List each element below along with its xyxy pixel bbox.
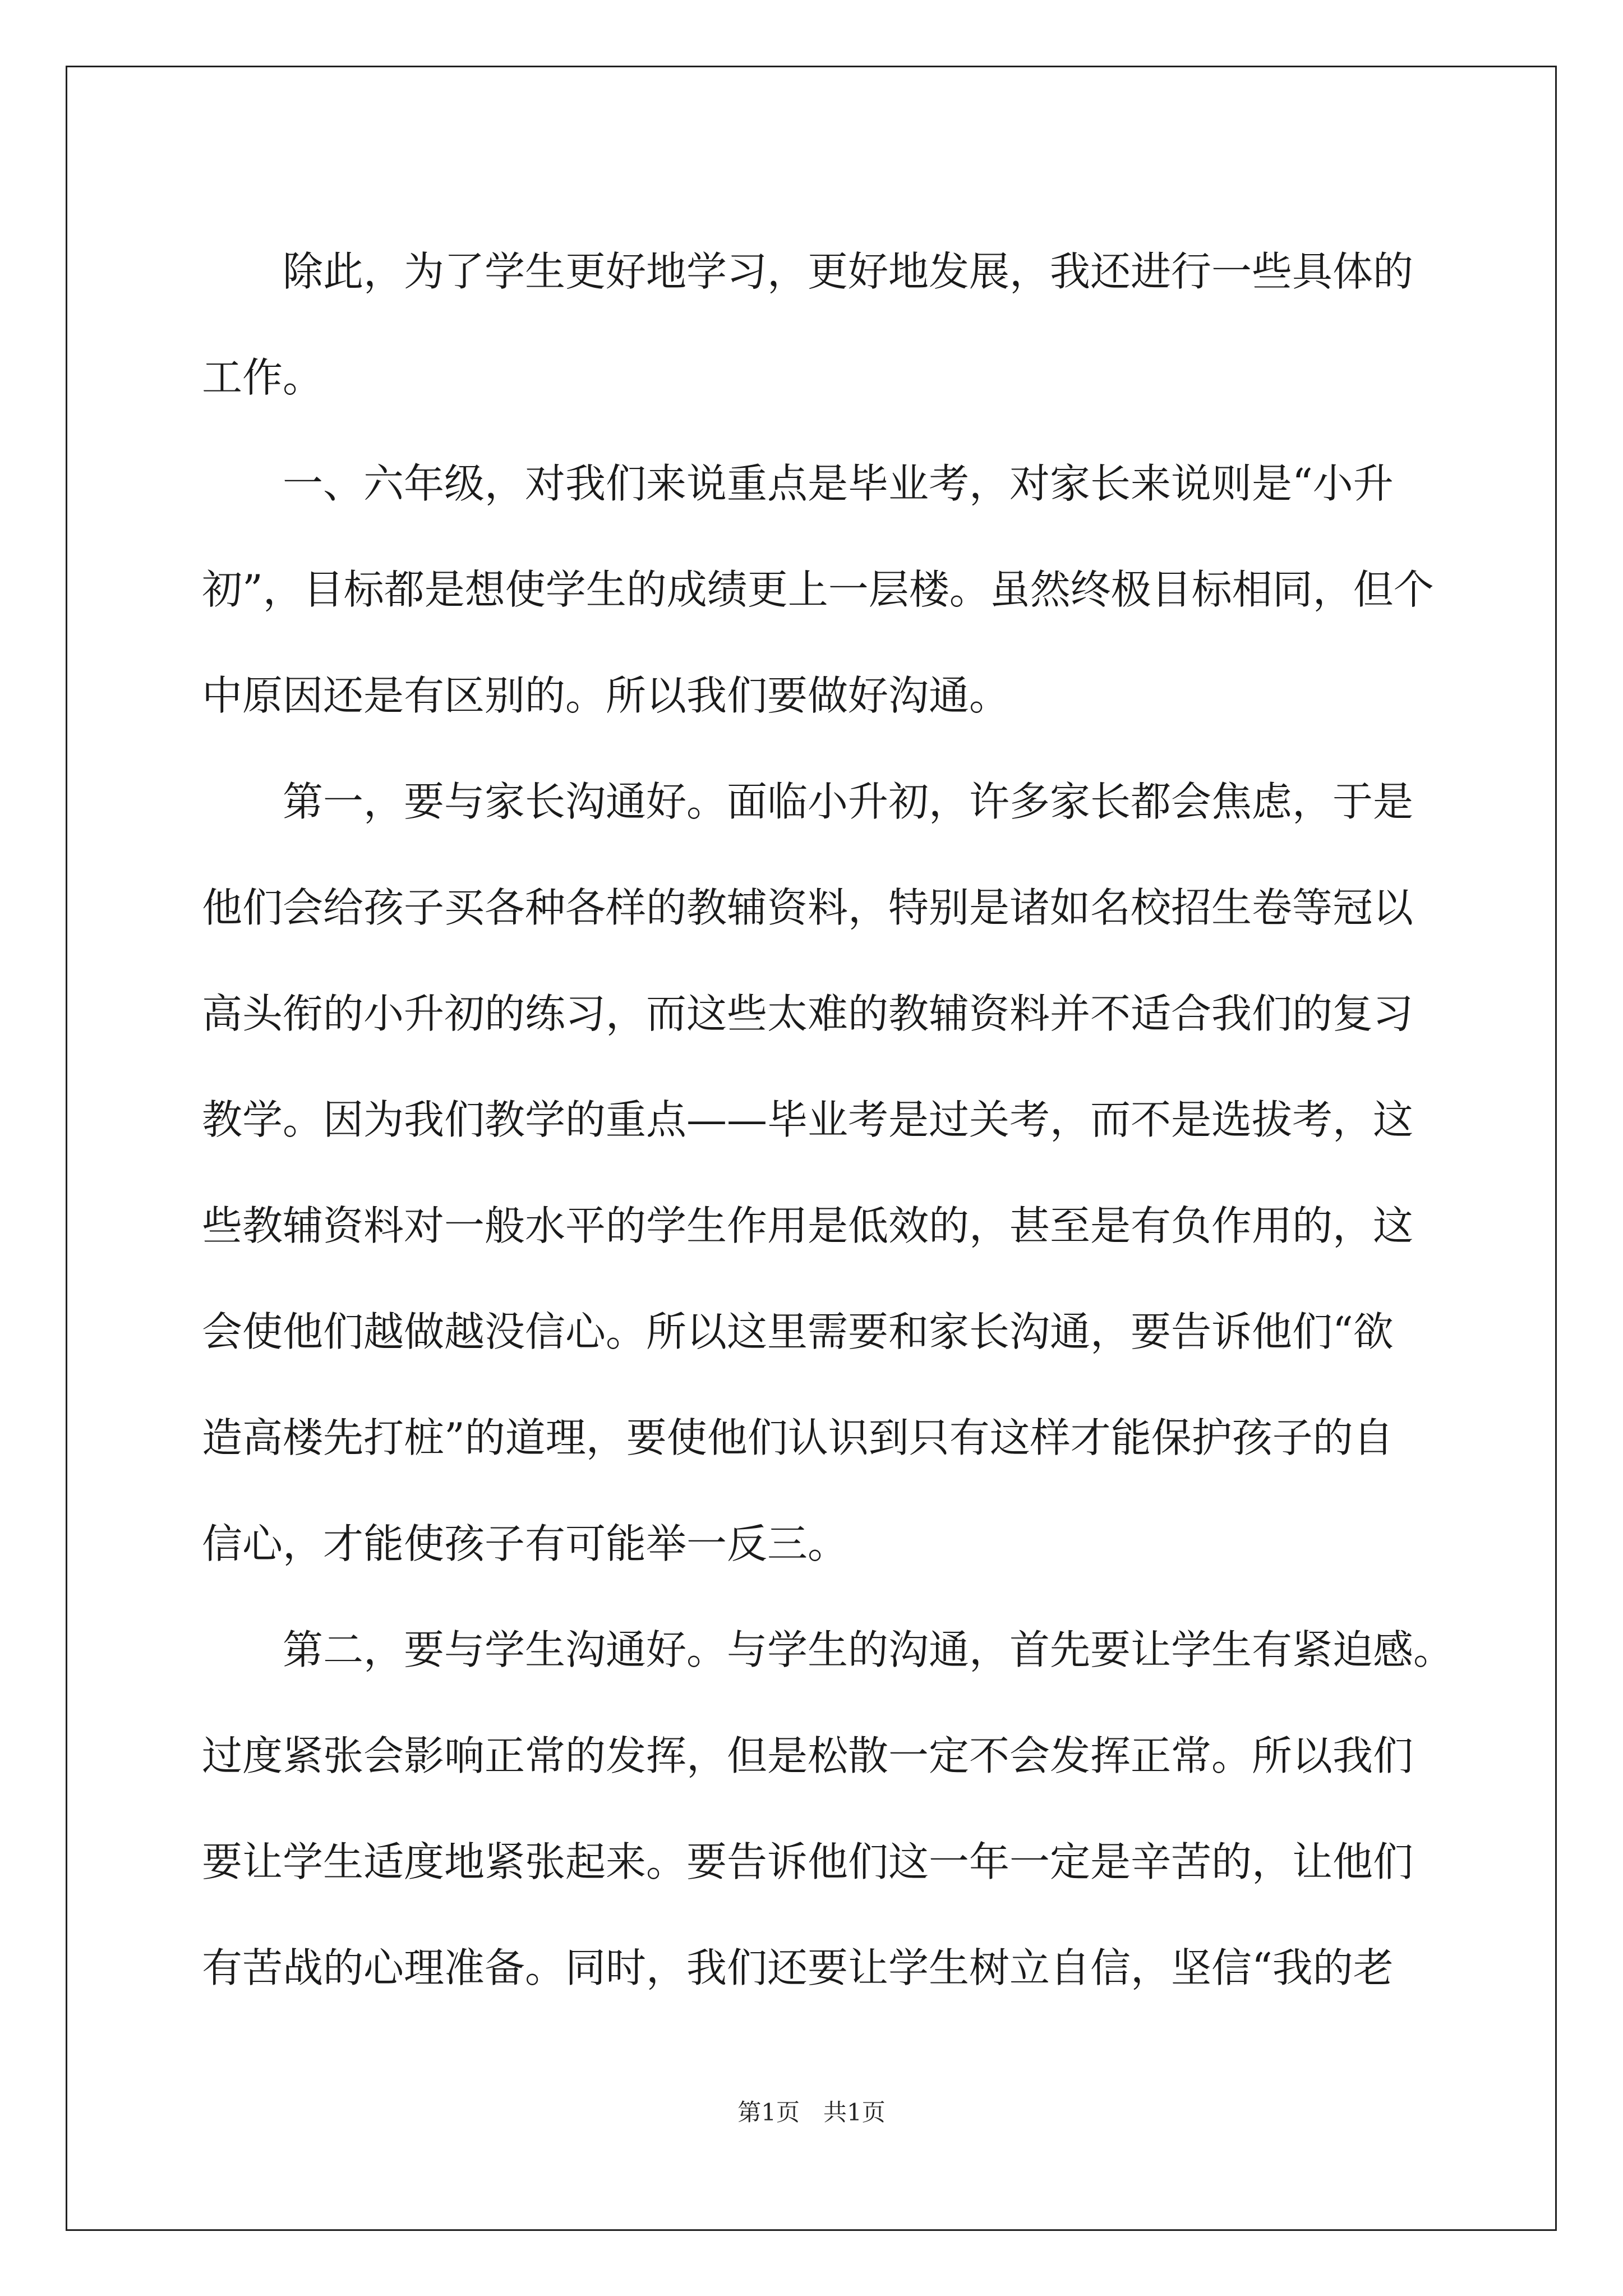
- text-line: 一、六年级，对我们来说重点是毕业考，对家长来说则是“小升: [283, 460, 1394, 507]
- text-line: 有苦战的心理准备。同时，我们还要让学生树立自信，坚信“我的老: [202, 1944, 1394, 1991]
- page-number-footer: 第1页 共1页: [737, 2099, 886, 2126]
- text-line: 高头衔的小升初的练习，而这些太难的教辅资料并不适合我们的复习: [202, 990, 1414, 1037]
- text-line: 信心，才能使孩子有可能举一反三。: [202, 1520, 849, 1567]
- text-line: 他们会给孩子买各种各样的教辅资料，特别是诸如名校招生卷等冠以: [202, 884, 1414, 931]
- document-body: [202, 219, 1454, 2021]
- text-line: 中原因还是有区别的。所以我们要做好沟通。: [202, 672, 1010, 719]
- text-line: 第二，要与学生沟通好。与学生的沟通，首先要让学生有紧迫感。: [283, 1626, 1454, 1673]
- text-line: 要让学生适度地紧张起来。要告诉他们这一年一定是辛苦的，让他们: [202, 1838, 1414, 1885]
- text-line: 造高楼先打桩”的道理，要使他们认识到只有这样才能保护孩子的自: [202, 1414, 1394, 1461]
- text-line: 工作。: [202, 354, 324, 401]
- text-line: 第一，要与家长沟通好。面临小升初，许多家长都会焦虑，于是: [283, 778, 1414, 825]
- text-line: 除此，为了学生更好地学习，更好地发展，我还进行一些具体的: [283, 248, 1414, 295]
- text-line: 教学。因为我们教学的重点——毕业考是过关考，而不是选拔考，这: [202, 1096, 1414, 1143]
- text-line: 初”，目标都是想使学生的成绩更上一层楼。虽然终极目标相同，但个: [202, 566, 1434, 613]
- text-line: 过度紧张会影响正常的发挥，但是松散一定不会发挥正常。所以我们: [202, 1732, 1414, 1779]
- text-line: 会使他们越做越没信心。所以这里需要和家长沟通，要告诉他们“欲: [202, 1308, 1394, 1355]
- text-line: 些教辅资料对一般水平的学生作用是低效的，甚至是有负作用的，这: [202, 1202, 1414, 1249]
